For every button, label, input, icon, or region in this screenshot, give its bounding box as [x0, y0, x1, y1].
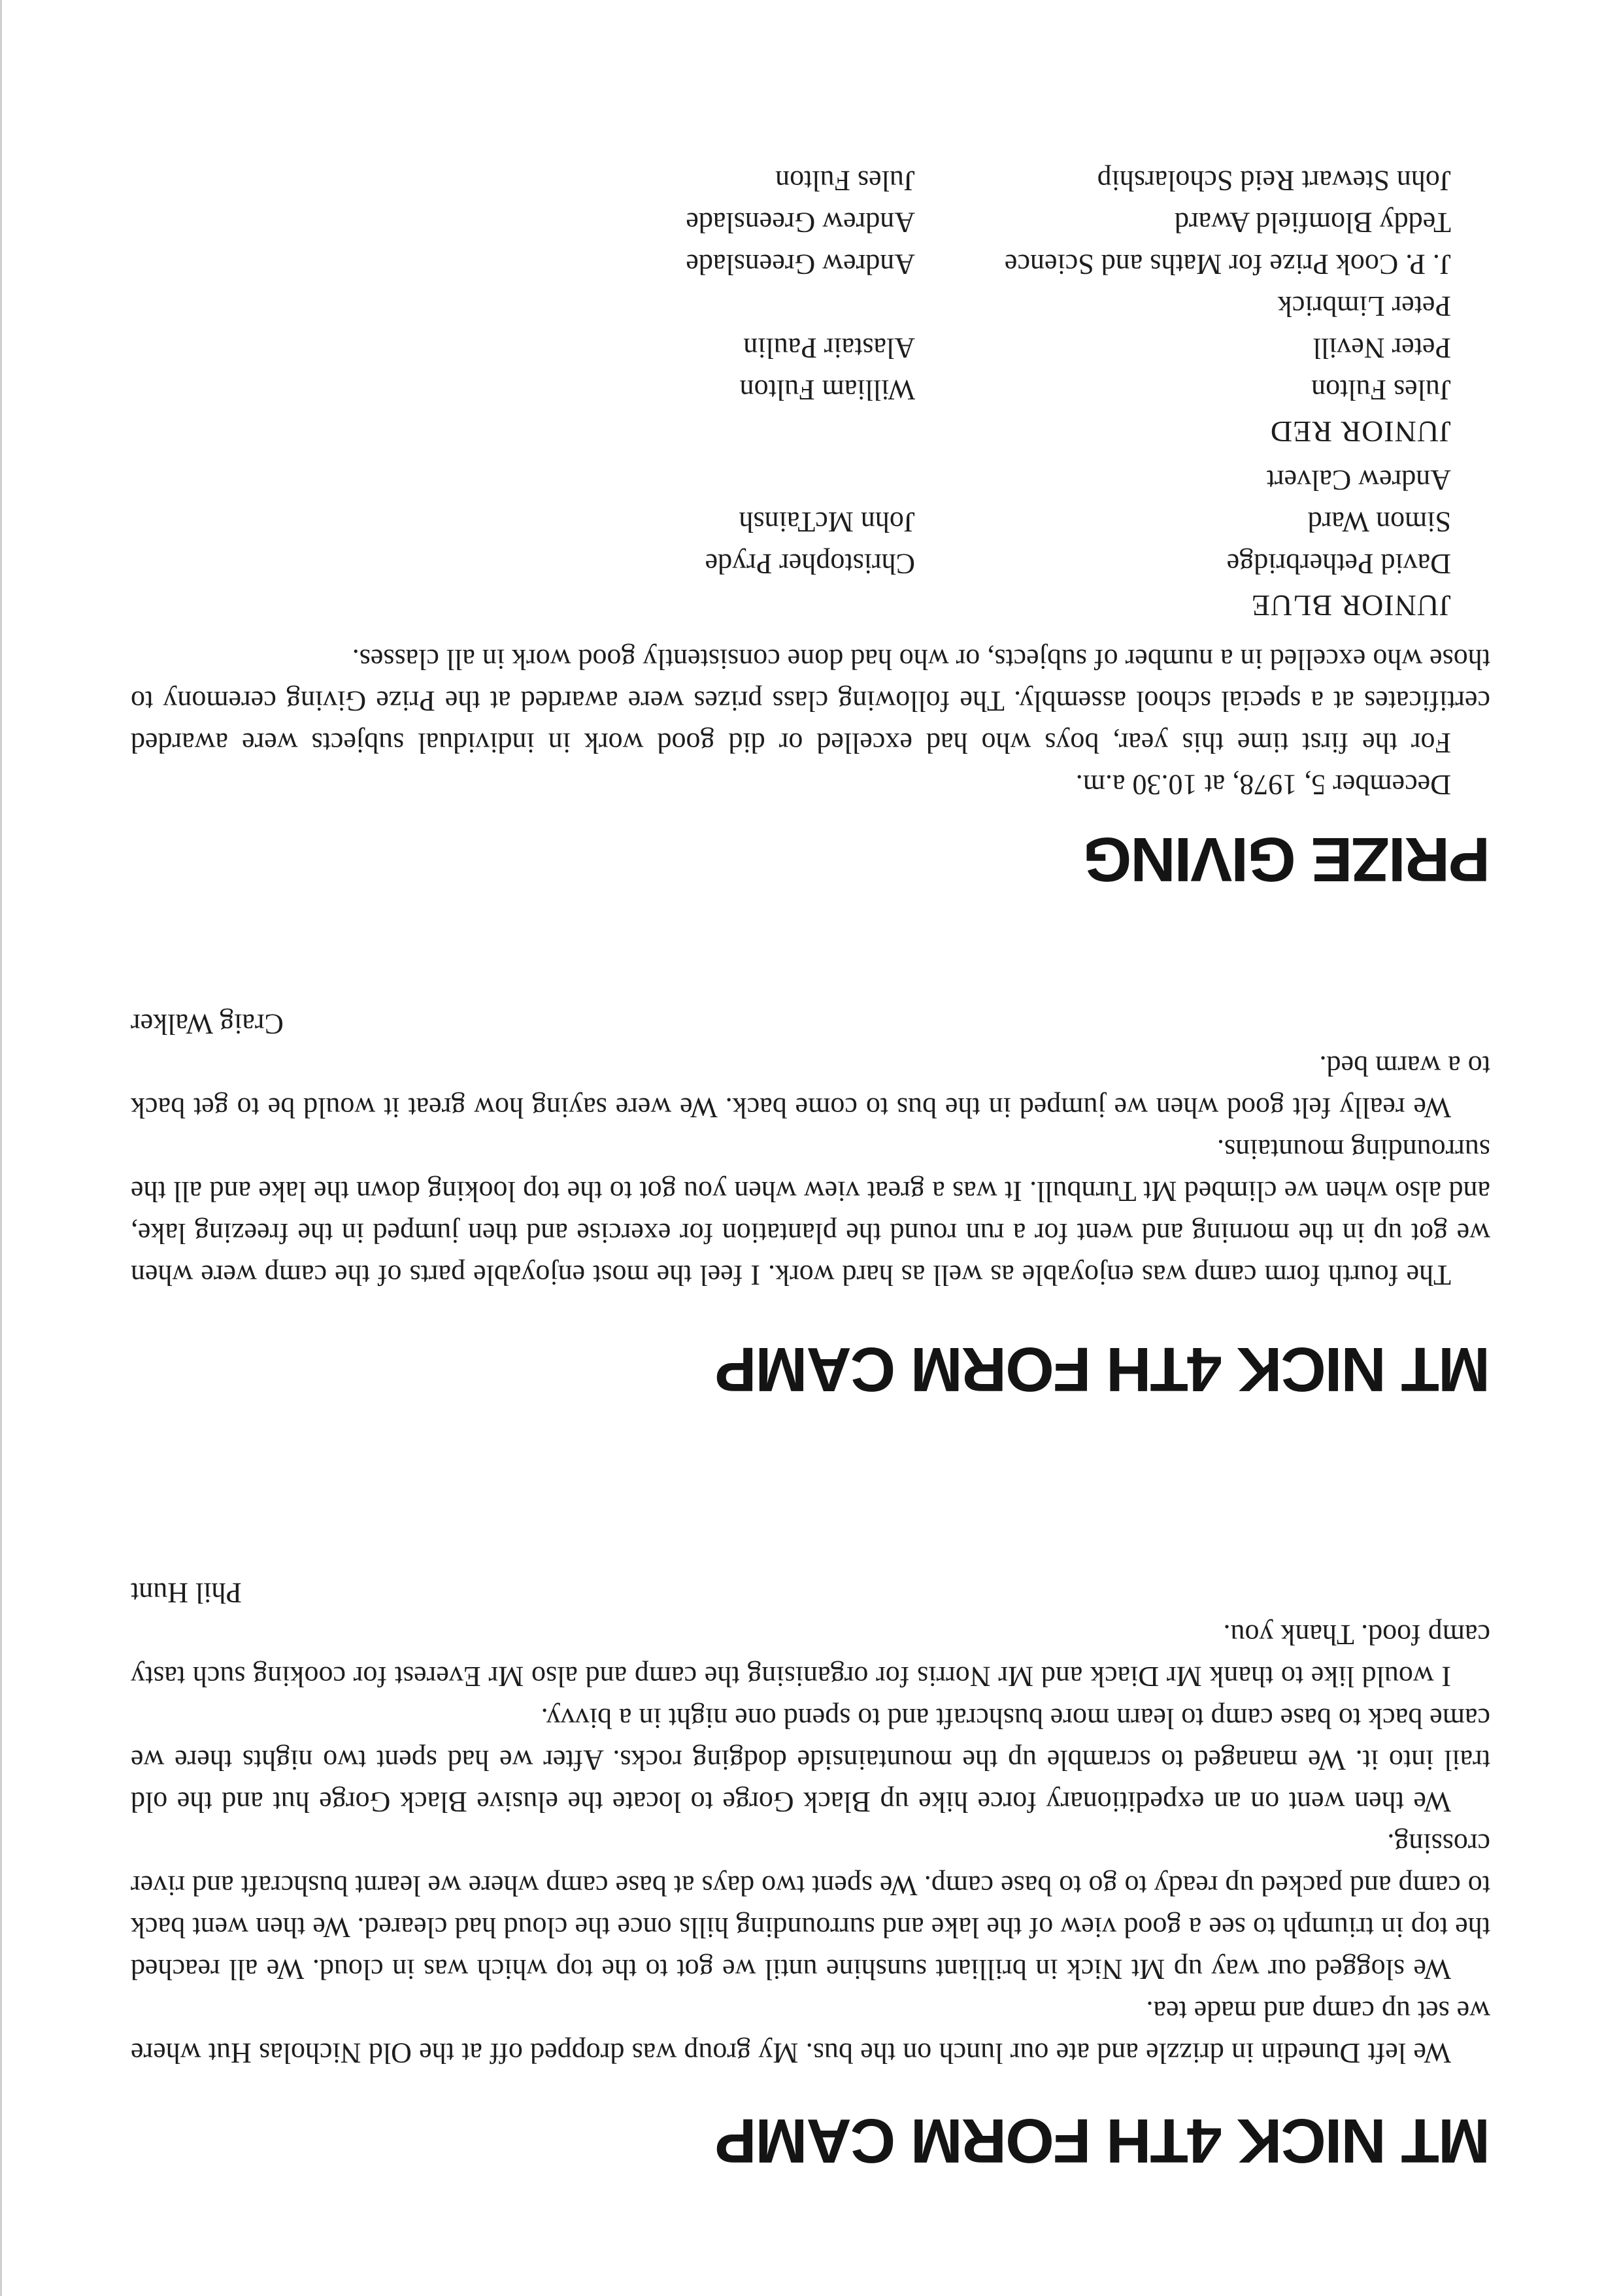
prize-entry [131, 285, 915, 327]
prize-entry: John McTainsh [739, 506, 915, 538]
prize-entry: Jules Fulton [1311, 374, 1451, 406]
prize-entry: Jules Fulton [775, 165, 915, 197]
paragraph: We then went on an expeditionary force hike up Black Gorge to locate the elusive Black Gorge hut and the old trail into it. We managed to scramble up the mountainside dodging rocks. After we had spent two nights there we came back to base camp to learn more bushcraft and to spend one night in a bivvy. [131, 1702, 1490, 1818]
article-title: PRIZE GIVING [1084, 824, 1490, 894]
prize-giving-body [131, 160, 1490, 805]
article-title: MT NICK 4TH FORM CAMP [716, 2106, 1490, 2176]
prize-entry: Teddy Blomfield Award [1174, 207, 1451, 239]
paragraph: We slogged our way up Mt Nick in brilliant sunshine until we got to the top which was in cloud. We all reached the top in triumph to see a good view of the lake and surrounding hills once the cloud had cleared. We then went back to camp and packed up ready to go to base camp. We spent two days at base camp where we learnt bushcraft and river crossing. [131, 1828, 1490, 1985]
prize-giving [131, 824, 1490, 894]
prize-entry [131, 459, 915, 501]
paragraph: I would like to thank Mr Diack and Mr Norris for organising the camp and also Mr Everest for cooking such tasty camp food. Thank you. [131, 1619, 1490, 1693]
prize-entry: Andrew Greenslade [686, 248, 915, 280]
paragraph: For the first time this year, boys who had excelled or did good work in individual subjects were awarded certificates at a special school assembly. The following class prizes were awarded at the Prize Giving ceremony to those who excelled in a number of subjects, or who had done consistently good work in all classes. [131, 643, 1490, 759]
camp-article-2 [131, 1334, 1490, 1404]
camp-article-1 [131, 2106, 1490, 2176]
prize-entry: William Fulton [739, 374, 915, 406]
prize-entry: Andrew Calvert [1266, 464, 1451, 496]
camp-article-1-body [131, 1572, 1490, 2074]
prize-entry: David Petherbridge [1226, 548, 1451, 580]
class-heading: JUNIOR BLUE [1250, 589, 1451, 622]
camp-article-2-body [131, 1003, 1490, 1296]
prize-entry: Peter Limbrick [1277, 290, 1451, 322]
junior-red-list [131, 160, 1490, 411]
prize-entry: Simon Ward [1307, 506, 1451, 538]
prize-entry: Peter Nevill [1312, 332, 1451, 364]
paragraph: We left Dunedin in drizzle and ate our lunch on the bus. My group was dropped off at the Old Nicholas Hut where we set up camp and made tea. [131, 1995, 1490, 2069]
prize-entry: J. P. Cook Prize for Maths and Science [1004, 248, 1451, 280]
prize-entry: Alastair Paulin [743, 332, 915, 364]
scan-edge-line [0, 0, 2, 2296]
prize-entry: Christopher Pryde [705, 548, 915, 580]
prize-entry: Andrew Greenslade [686, 207, 915, 239]
article-title: MT NICK 4TH FORM CAMP [716, 1334, 1490, 1404]
author-name: Phil Hunt [131, 1577, 242, 1609]
junior-blue-list [131, 459, 1490, 584]
paragraph: The fourth form camp was enjoyable as well as hard work. I feel the most enjoyable parts of the camp were when we got up in the morning and went for a run round the plantation for exercise and then jumped in the freezing lake, and also when we climbed Mt Turnbull. It was a great view when you got to the top looking down the lake and all the surrounding mountains. [131, 1134, 1490, 1291]
paragraph: We really felt good when we jumped in the bus to come back. We were saying how great it would be to get back to a warm bed. [131, 1050, 1490, 1124]
author-name: Craig Walker [131, 1008, 284, 1040]
class-heading: JUNIOR RED [1269, 415, 1451, 448]
event-date: December 5, 1978, at 10.30 a.m. [1075, 769, 1451, 801]
prize-entry: John Stewart Reid Scholarship [1097, 165, 1451, 197]
